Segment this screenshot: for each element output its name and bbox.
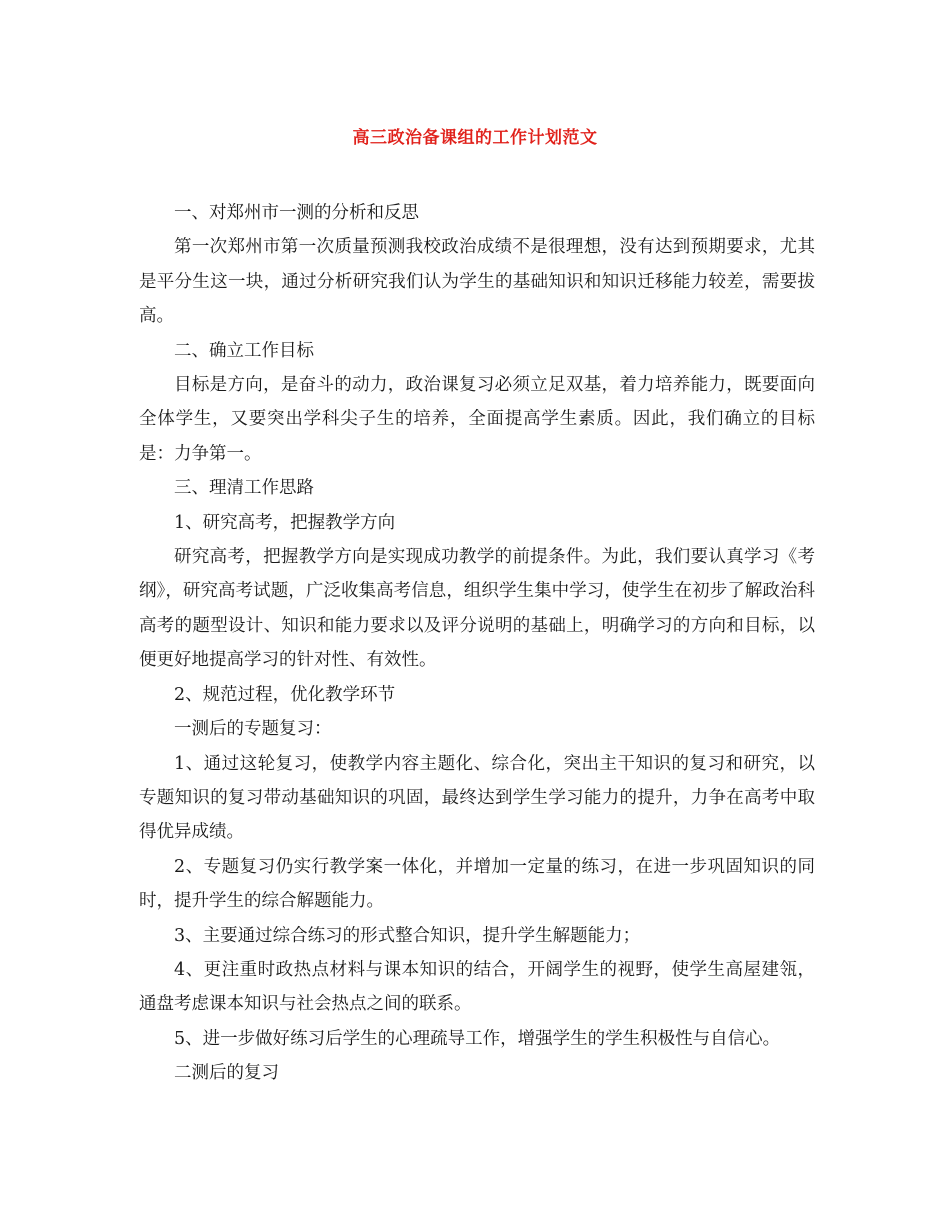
- paragraph-research-exam: 研究高考，把握教学方向是实现成功教学的前提条件。为此，我们要认真学习《考纲》，研究高考试题，广泛收集高考信息，组织学生集中学习，使学生在初步了解政治科高考的题型设计、知识和能力要求以及评分说明的基础上，明确学习的方向和目标，以便更好地提高学习的针对性、有效性。: [139, 547, 815, 671]
- document-body: [139, 196, 815, 1091]
- list-item-1: 1、通过这轮复习，使教学内容主题化、综合化，突出主干知识的复习和研究，以专题知识的复习带动基础知识的巩固，最终达到学生学习能力的提升，力争在高考中取得优异成绩。: [139, 753, 815, 843]
- list-item-5: 5、进一步做好练习后学生的心理疏导工作，增强学生的学生积极性与自信心。: [174, 1028, 781, 1049]
- document-title: 高三政治备课组的工作计划范文: [352, 128, 598, 148]
- paragraph-goals: 目标是方向，是奋斗的动力，政治课复习必须立足双基，着力培养能力，既要面向全体学生，又要突出学科尖子生的培养，全面提高学生素质。因此，我们确立的目标是：力争第一。: [139, 375, 815, 464]
- list-item-4: 4、更注重时政热点材料与课本知识的结合，开阔学生的视野，使学生高屋建瓴，通盘考虑课本知识与社会热点之间的联系。: [139, 959, 815, 1015]
- subheading-research-exam: 1、研究高考，把握教学方向: [174, 512, 396, 533]
- section-heading-analysis: 一、对郑州市一测的分析和反思: [174, 203, 419, 223]
- list-item-2: 2、专题复习仍实行教学案一体化，并增加一定量的练习，在进一步巩固知识的同时，提升学生的综合解题能力。: [139, 856, 815, 912]
- paragraph-second-test-review: 二测后的复习: [174, 1063, 279, 1084]
- list-item-3: 3、主要通过综合练习的形式整合知识，提升学生解题能力；: [174, 925, 641, 946]
- section-heading-goals: 二、确立工作目标: [174, 340, 314, 361]
- paragraph-analysis: 第一次郑州市第一次质量预测我校政治成绩不是很理想，没有达到预期要求，尤其是平分生这一块，通过分析研究我们认为学生的基础知识和知识迁移能力较差，需要拔高。: [139, 237, 815, 327]
- paragraph-first-test-review: 一测后的专题复习：: [174, 719, 332, 740]
- subheading-standardize-process: 2、规范过程，优化教学环节: [174, 684, 396, 705]
- section-heading-approach: 三、理清工作思路: [174, 478, 314, 499]
